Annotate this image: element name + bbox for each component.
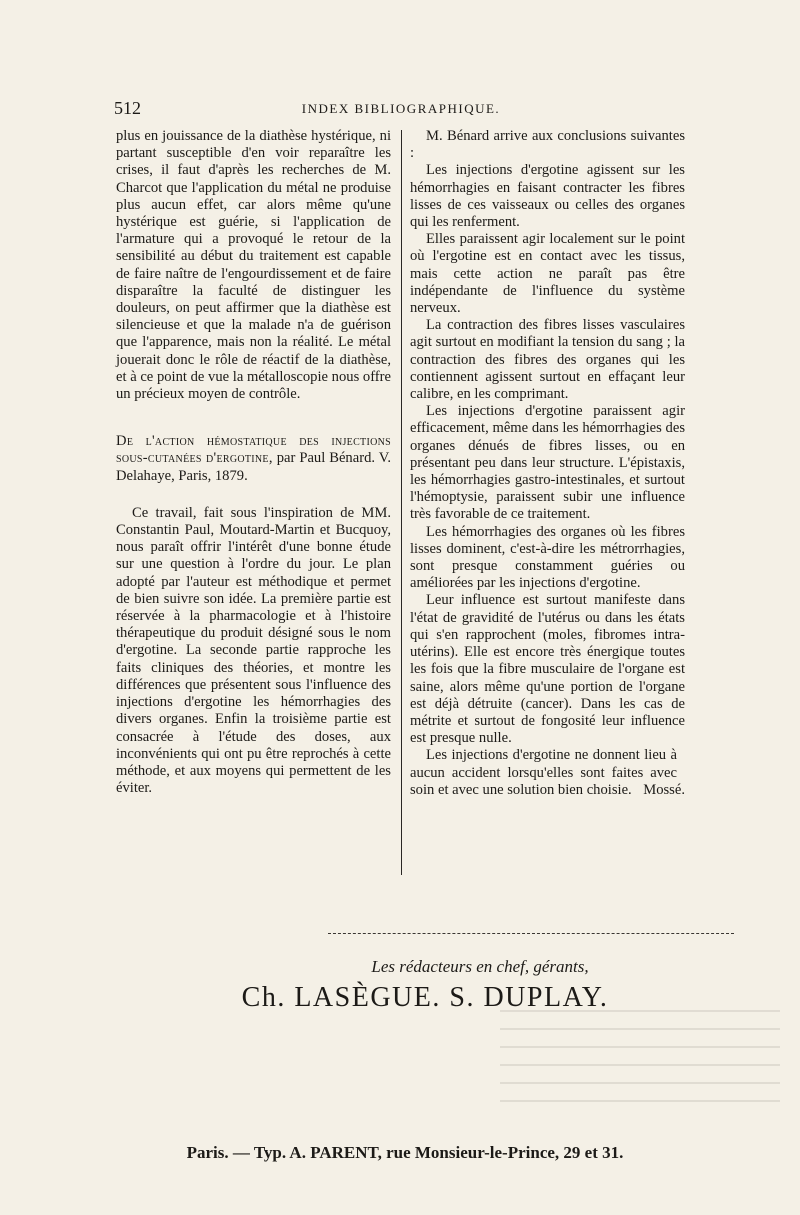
- editors-names: Ch. LASÈGUE. S. DUPLAY.: [241, 982, 609, 1013]
- editors-label: Les rédacteurs en chef, gérants,: [371, 957, 589, 976]
- page-number: 512: [114, 98, 141, 118]
- article-title-lead: De l'action hémostatique des injections sous-cutanées d'ergotine,: [116, 433, 391, 467]
- conclusion-2: Elles paraissent agir localement sur le point où l'ergotine est en contact avec les tissus, mais cette action ne paraît pas être indépendante de l'influence du système nerveux.: [410, 231, 685, 317]
- column-divider: [401, 130, 402, 875]
- right-column: [410, 128, 685, 799]
- article-title-rest: par Paul Bénard. V. Delahaye, Paris, 1879.: [116, 450, 391, 484]
- conclusion-1: Les injections d'ergotine agissent sur les hémorrhagies en faisant contracter les fibres lisses de ces vaisseaux ou celles des organes qui les renferment.: [410, 162, 685, 231]
- running-title: INDEX BIBLIOGRAPHIQUE.: [301, 101, 501, 116]
- left-paragraph-continued: plus en jouissance de la diathèse hystérique, ni partant susceptible d'en voir reparaître les crises, il faut d'après les recherches de M. Charcot que l'application du métal ne produise plus aucun effet, car alors même qu'une hystérique est guérie, si l'application de l'armature qui a provoqué le retour de la sensibilité au début du traitement est capable de faire naître de l'engourdissement et de faire disparaître la faculté de distinguer les douleurs, on peut affirmer que la diathèse est silencieuse et que la malade n'a de guérison que l'apparence, mais non la réalité. Le métal jouerait donc le rôle de réactif de la diathèse, et à ce point de vue la métalloscopie nous offre un précieux moyen de contrôle.: [116, 128, 391, 403]
- conclusion-5: Les hémorrhagies des organes où les fibres lisses dominent, c'est-à-dire les métrorrhagies, sont presque constamment guéries ou améliorées par les injections d'ergotine.: [410, 523, 685, 592]
- page-header: [114, 98, 688, 120]
- separator-rule: [328, 933, 734, 935]
- review-paragraph: Ce travail, fait sous l'inspiration de MM. Constantin Paul, Moutard-Martin et Bucquoy, nous paraît offrir l'intérêt d'une bonne étude sur une question à l'ordre du jour. Le plan adopté par l'auteur est méthodique et permet de bien suivre son idée. La première partie est réservée à la pharmacologie et à l'histoire thérapeutique du produit désigné sous le nom d'ergotine. La seconde partie rapproche les faits cliniques des théories, et montre les différences que présentent sous l'influence des injections d'ergotine les hémorrhagies des divers organes. Enfin la troisième partie est consacrée à l'étude des doses, aux inconvénients qui ont pu être reprochés à cette méthode, et aux moyens qui permettent de les éviter.: [116, 504, 391, 797]
- article-title: [116, 433, 391, 485]
- conclusion-7: Les injections d'ergotine ne donnent lieu à aucun accident lorsqu'elles sont faites avec soin et avec une solution bien choisie.: [410, 747, 677, 798]
- left-column: [116, 128, 391, 797]
- show-through-texture: [500, 1010, 780, 1130]
- conclusion-4: Les injections d'ergotine paraissent agir efficacement, même dans les hémorrhagies des organes dénués de fibres lisses, ou en présentant peu dans leur structure. L'épistaxis, les hémorrhagies gastro-intestinales, et surtout l'hémoptysie, paraissent subir une influence très favorable de ce traitement.: [410, 403, 685, 523]
- conclusion-6: Leur influence est surtout manifeste dans l'état de gravidité de l'utérus ou dans les états qui s'en rapprochent (moles, fibromes intra-utérins). Elle est encore très énergique toutes les fois que la fibre musculaire de l'organe est saine, alors même qu'une portion de l'organe est déjà détruite (cancer). Dans les cas de métrite et surtout de fongosité leur influence est presque nulle.: [410, 592, 685, 747]
- printer-imprint: Paris. — Typ. A. PARENT, rue Monsieur-le-Prince, 29 et 31.: [186, 1143, 624, 1162]
- conclusion-3: La contraction des fibres lisses vasculaires agit surtout en modifiant la tension du sang ; la contraction des fibres des organes qui les contiennent agissent surtout en effaçant leur calibre, en les comprimant.: [410, 317, 685, 403]
- author-signature: Mossé.: [643, 781, 685, 798]
- conclusions-intro: M. Bénard arrive aux conclusions suivantes :: [410, 128, 685, 162]
